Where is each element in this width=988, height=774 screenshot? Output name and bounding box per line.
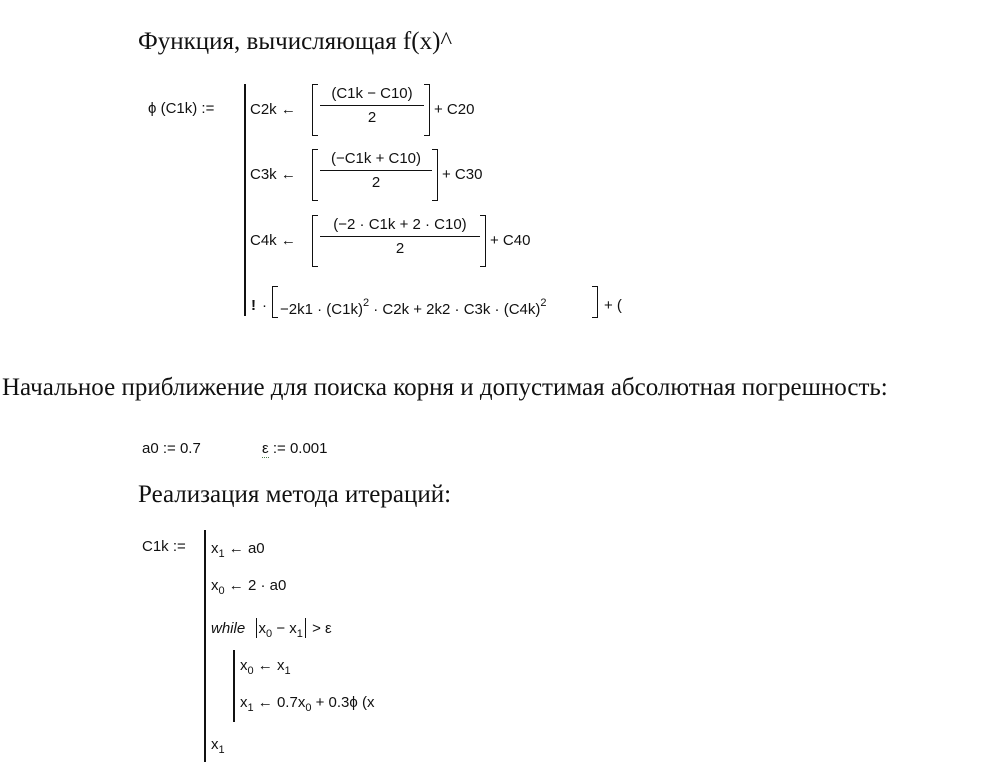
subscript: 1	[218, 548, 225, 560]
numerator: (−C1k + C10)	[330, 150, 422, 167]
epsilon-definition	[262, 440, 328, 457]
loop-assign-x1	[240, 694, 374, 714]
method-lhs: C1k :=	[142, 538, 186, 555]
rhs: ← a0	[228, 540, 265, 557]
c2k-target: C2k ←	[250, 101, 296, 118]
exponent: 2	[362, 297, 370, 309]
c2k-tail: + C20	[434, 101, 475, 118]
fraction-line	[320, 170, 432, 171]
subscript: 1	[284, 665, 291, 677]
bracket-left	[312, 84, 318, 136]
var: x	[211, 577, 219, 594]
c3k-target: C3k ←	[250, 166, 296, 183]
while-line	[211, 618, 332, 640]
assign-x1	[211, 540, 265, 560]
c4k-tail: + C40	[490, 232, 531, 249]
bracket-left	[312, 215, 318, 267]
epsilon-symbol: ε	[262, 440, 269, 457]
result-expression	[280, 297, 547, 318]
minus: −	[276, 620, 286, 637]
c4k-target: C4k ←	[250, 232, 296, 249]
exponent: 2	[540, 297, 547, 309]
c4k-fraction	[320, 216, 480, 257]
subscript: 0	[266, 628, 273, 640]
subscript: 1	[218, 744, 225, 756]
subscript: 0	[305, 702, 312, 714]
c2k-fraction	[320, 85, 424, 126]
denominator: 2	[371, 174, 381, 191]
var: x	[240, 694, 248, 711]
assign-x0	[211, 577, 286, 597]
iteration-method-heading: Реализация метода итераций:	[138, 481, 452, 508]
abs-bar	[305, 618, 306, 638]
subscript: 1	[296, 628, 303, 640]
bracket-left	[272, 286, 278, 318]
var: x	[258, 620, 267, 637]
function-lhs: ϕ (C1k) :=	[148, 100, 215, 117]
function-heading: Функция, вычисляющая f(x)^	[138, 28, 453, 55]
denominator: 2	[395, 240, 405, 257]
bracket-right	[592, 286, 598, 318]
subscript: 1	[247, 702, 254, 714]
arrow: ←	[257, 657, 273, 674]
program-bar	[204, 530, 206, 762]
rhs: + 0.3ϕ (x	[315, 694, 375, 711]
var: x	[289, 620, 297, 637]
condition: > ε	[312, 620, 332, 637]
rhs: ← 0.7x	[257, 694, 306, 711]
abs-bar	[256, 618, 257, 638]
var: x	[240, 657, 248, 674]
fraction-line	[320, 105, 424, 106]
subscript: 0	[218, 585, 225, 597]
bracket-left	[312, 149, 318, 201]
denominator: 2	[367, 109, 377, 126]
return-x1	[211, 736, 225, 756]
bracket-right	[424, 84, 430, 136]
loop-bar	[233, 650, 235, 722]
rhs: ← 2 · a0	[228, 577, 287, 594]
c3k-tail: + C30	[442, 166, 483, 183]
expr-mid: · C2k + 2k2 · C3k · (C4k)	[373, 301, 541, 318]
epsilon-value: := 0.001	[272, 440, 328, 457]
numerator: (−2 · C1k + 2 · C10)	[333, 216, 467, 233]
bracket-right	[480, 215, 486, 267]
numerator: (C1k − C10)	[331, 85, 413, 102]
initial-approx-heading: Начальное приближение для поиска корня и допустимая абсолютная погрешность:	[2, 374, 888, 401]
expr-tail: + (	[604, 297, 622, 314]
dot-operator: ·	[262, 297, 267, 314]
expr-prefix: −2k1 · (C1k)	[280, 301, 363, 318]
fraction-line	[320, 236, 480, 237]
c3k-fraction	[320, 150, 432, 191]
var: x	[211, 736, 219, 753]
while-keyword: while	[211, 620, 246, 637]
program-bar	[244, 84, 246, 316]
var: x	[276, 657, 285, 674]
var: x	[211, 540, 219, 557]
bracket-right	[432, 149, 438, 201]
subscript: 0	[247, 665, 254, 677]
loop-assign-x0	[240, 657, 291, 677]
result-marker: !	[251, 297, 256, 314]
a0-definition: a0 := 0.7	[142, 440, 201, 457]
